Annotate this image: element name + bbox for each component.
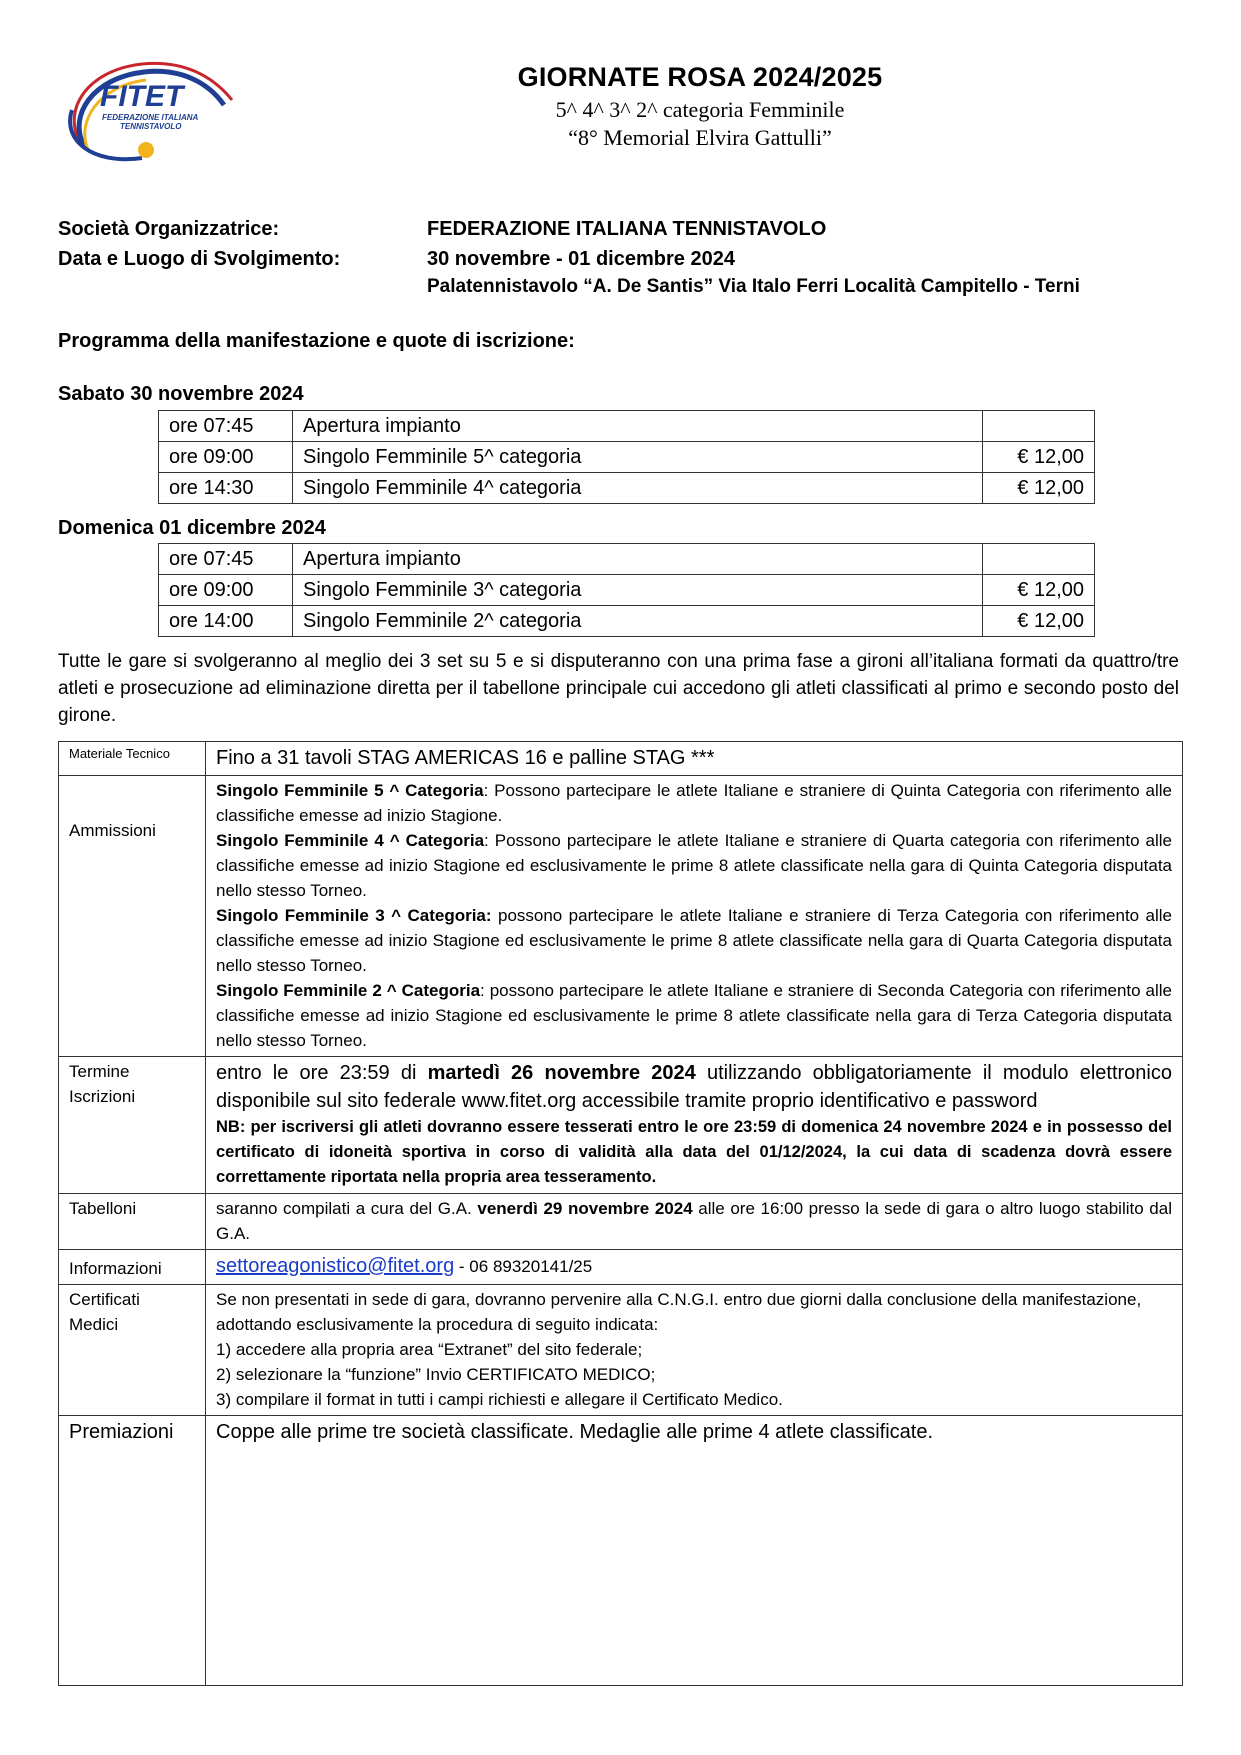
ammissione-item: Singolo Femminile 4 ^ Categoria: Possono partecipare le atlete Italiane e straniere di Quarta categoria con riferimento alle classifiche emesse ad inizio Stagione ed esclusivamente le prime 8 atlete classificate nella gara di Quinta Categoria disputata nello stesso Torneo. xyxy=(216,831,1172,900)
certificati-label-1: Certificati xyxy=(69,1290,140,1309)
schedule-row xyxy=(159,575,1095,606)
schedule-row xyxy=(159,606,1095,637)
header xyxy=(400,62,1000,151)
schedule-desc: Apertura impianto xyxy=(293,544,983,575)
ammissioni-label: Ammissioni xyxy=(59,776,206,1057)
certificati-value: Se non presentati in sede di gara, dovranno pervenire alla C.N.G.I. entro due giorni dalla conclusione della manifestazione, adottando esclusivamente la procedura di seguito indicata: 1) accedere alla propria area “Extranet” del sito federale; 2) selezionare la “funzione” Invio CERTIFICATO MEDICO; 3) compilare il format in tutti i campi richiesti e allegare il Certificato Medico. xyxy=(206,1285,1183,1416)
format-text: Tutte le gare si svolgeranno al meglio dei 3 set su 5 e si disputeranno con una prima fase a gironi all’italiana formati da quattro/tre atleti e prosecuzione ad eliminazione diretta per il tabellone principale cui accedono gli atleti classificati al primo e secondo posto del girone. xyxy=(58,651,1179,726)
schedule-time: ore 14:30 xyxy=(159,473,293,504)
schedule-time: ore 07:45 xyxy=(159,544,293,575)
schedule-price xyxy=(983,411,1095,442)
row-premiazioni xyxy=(59,1416,1183,1686)
premiazioni-value: Coppe alle prime tre società classificate. Medaglie alle prime 4 atlete classificate. xyxy=(216,1421,934,1443)
tabelloni-value: saranno compilati a cura del G.A. venerdì 29 novembre 2024 alle ore 16:00 presso la sede di gara o altro luogo stabilito dal G.A. xyxy=(206,1194,1183,1250)
details-table xyxy=(58,741,1183,1686)
schedule-time: ore 14:00 xyxy=(159,606,293,637)
org-label: Società Organizzatrice: xyxy=(58,218,280,240)
tabelloni-label: Tabelloni xyxy=(59,1194,206,1250)
schedule-row xyxy=(159,544,1095,575)
saturday-schedule xyxy=(158,410,1095,504)
saturday-heading: Sabato 30 novembre 2024 xyxy=(58,383,304,405)
memorial-title: “8° Memorial Elvira Gattulli” xyxy=(568,125,832,150)
logo-text: FITET xyxy=(100,80,184,113)
termine-value: entro le ore 23:59 di martedì 26 novembre 2024 utilizzando obbligatoriamente il modulo elettronico disponibile sul sito federale www.fitet.org accessibile tramite proprio identificativo e password xyxy=(216,1062,1172,1112)
fitet-logo xyxy=(62,50,242,170)
org-value: FEDERAZIONE ITALIANA TENNISTAVOLO xyxy=(427,218,827,240)
sunday-schedule xyxy=(158,543,1095,637)
logo-subtitle-1: FEDERAZIONE ITALIANA xyxy=(102,113,199,122)
ammissioni-value xyxy=(206,776,1183,1057)
phone-number: - 06 89320141/25 xyxy=(454,1257,593,1276)
termine-nb: NB: per iscriversi gli atleti dovranno essere tesserati entro le ore 23:59 di domenica 24 novembre 2024 e in possesso del certificato di idoneità sportiva in corso di validità alla data del 01/12/2024, la cui data di scadenza dovrà essere correttamente riportata nella propria area tesseramento. xyxy=(216,1118,1172,1186)
place-value: Palatennistavolo “A. De Santis” Via Italo Ferri Località Campitello - Terni xyxy=(427,276,1080,297)
logo-subtitle-2: TENNISTAVOLO xyxy=(120,122,182,131)
row-certificati xyxy=(59,1285,1183,1416)
schedule-row xyxy=(159,473,1095,504)
ammissione-item: Singolo Femminile 5 ^ Categoria: Possono partecipare le atlete Italiane e straniere di Quinta Categoria con riferimento alle classifiche emesse ad inizio Stagione. xyxy=(216,781,1172,825)
materiale-value: Fino a 31 tavoli STAG AMERICAS 16 e palline STAG *** xyxy=(216,747,715,769)
schedule-time: ore 09:00 xyxy=(159,442,293,473)
row-termine xyxy=(59,1057,1183,1194)
informazioni-label: Informazioni xyxy=(59,1250,206,1285)
termine-label-1: Termine xyxy=(69,1062,130,1081)
date-value: 30 novembre - 01 dicembre 2024 xyxy=(427,248,735,270)
page-title: GIORNATE ROSA 2024/2025 xyxy=(517,62,883,92)
schedule-time: ore 07:45 xyxy=(159,411,293,442)
schedule-price xyxy=(983,544,1095,575)
schedule-price: € 12,00 xyxy=(983,606,1095,637)
schedule-price: € 12,00 xyxy=(983,473,1095,504)
row-materiale xyxy=(59,742,1183,776)
certificati-label-2: Medici xyxy=(69,1315,119,1334)
ammissione-item: Singolo Femminile 3 ^ Categoria: possono partecipare le atlete Italiane e straniere di Terza Categoria con riferimento alle classifiche emesse ad inizio Stagione ed esclusivamente le prime 8 atlete classificate nella gara di Quarta Categoria disputata nello stesso Torneo. xyxy=(216,906,1173,975)
schedule-price: € 12,00 xyxy=(983,575,1095,606)
schedule-desc: Singolo Femminile 2^ categoria xyxy=(293,606,983,637)
schedule-row xyxy=(159,411,1095,442)
ball-icon xyxy=(138,142,154,158)
email-link[interactable]: settoreagonistico@fitet.org xyxy=(216,1255,455,1277)
schedule-desc: Singolo Femminile 4^ categoria xyxy=(293,473,983,504)
program-heading: Programma della manifestazione e quote di iscrizione: xyxy=(58,330,575,352)
schedule-desc: Singolo Femminile 3^ categoria xyxy=(293,575,983,606)
row-informazioni xyxy=(59,1250,1183,1285)
ammissione-item: Singolo Femminile 2 ^ Categoria: possono partecipare le atlete Italiane e straniere di Seconda Categoria con riferimento alle classifiche emesse ad inizio Stagione ed esclusivamente le prime 8 atlete classificate nella gara di Terza Categoria disputata nello stesso Torneo. xyxy=(216,981,1172,1050)
premiazioni-label: Premiazioni xyxy=(69,1421,174,1443)
schedule-desc: Apertura impianto xyxy=(293,411,983,442)
materiale-label: Materiale Tecnico xyxy=(59,742,206,776)
page-subtitle: 5^ 4^ 3^ 2^ categoria Femminile xyxy=(555,97,845,122)
schedule-price: € 12,00 xyxy=(983,442,1095,473)
date-label: Data e Luogo di Svolgimento: xyxy=(58,248,341,270)
termine-label-2: Iscrizioni xyxy=(69,1087,136,1106)
row-ammissioni xyxy=(59,776,1183,1057)
row-tabelloni xyxy=(59,1194,1183,1250)
schedule-time: ore 09:00 xyxy=(159,575,293,606)
sunday-heading: Domenica 01 dicembre 2024 xyxy=(58,517,326,539)
schedule-row xyxy=(159,442,1095,473)
schedule-desc: Singolo Femminile 5^ categoria xyxy=(293,442,983,473)
